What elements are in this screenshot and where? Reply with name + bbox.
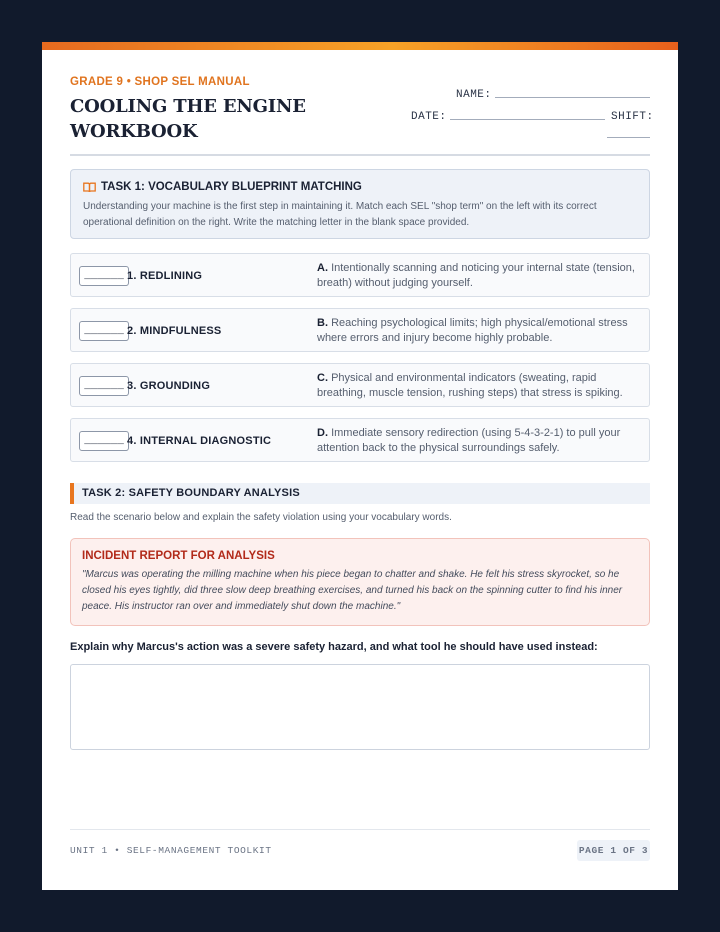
task2-description: Read the scenario below and explain the safety violation using your vocabulary words.: [70, 512, 452, 523]
definition-d: [317, 426, 641, 455]
task1-title: TASK 1: VOCABULARY BLUEPRINT MATCHING: [101, 181, 362, 193]
definition-letter: B.: [317, 317, 328, 329]
task1-heading: [83, 181, 362, 193]
accent-bar: [42, 42, 678, 50]
shift-label: SHIFT:: [611, 111, 654, 123]
definition-text: Immediate sensory redirection (using 5-4-3-2-1) to pull your attention back to the physical surroundings safely.: [317, 427, 621, 454]
page-number-badge: PAGE 1 OF 3: [577, 840, 650, 861]
footer-divider: [70, 829, 650, 830]
name-label: NAME:: [456, 89, 492, 101]
definition-text: Intentionally scanning and noticing your internal state (tension, breath) without judging yourself.: [317, 262, 635, 289]
term-3: 3. GROUNDING: [127, 380, 211, 392]
answer-blank-2[interactable]: ______: [79, 321, 129, 341]
match-row-4: [70, 418, 650, 462]
date-label: DATE:: [411, 111, 447, 123]
definition-letter: C.: [317, 372, 328, 384]
definition-letter: A.: [317, 262, 328, 274]
definition-a: [317, 261, 641, 290]
task1-description: Understanding your machine is the first step in maintaining it. Match each SEL "shop term" on the left with its correct operational definition on the right. Write the matching letter in the blank space provided.: [83, 201, 597, 228]
answer-blank-1[interactable]: ______: [79, 266, 129, 286]
definition-text: Reaching psychological limits; high physical/emotional stress where errors and injury become highly probable.: [317, 317, 628, 344]
header-divider: [70, 154, 650, 156]
definition-b: [317, 316, 641, 345]
worksheet-page: [42, 42, 678, 890]
kicker-label: GRADE 9 • SHOP SEL MANUAL: [70, 76, 250, 88]
match-row-3: [70, 363, 650, 407]
incident-title: INCIDENT REPORT FOR ANALYSIS: [82, 550, 275, 562]
definition-letter: D.: [317, 427, 328, 439]
definition-c: [317, 371, 641, 400]
answer-blank-3[interactable]: ______: [79, 376, 129, 396]
answer-textbox[interactable]: [70, 664, 650, 750]
task2-title: TASK 2: SAFETY BOUNDARY ANALYSIS: [82, 487, 300, 499]
task1-panel: [70, 169, 650, 239]
answer-blank-4[interactable]: ______: [79, 431, 129, 451]
incident-report: [70, 538, 650, 626]
name-field[interactable]: [495, 97, 650, 98]
question-prompt: Explain why Marcus's action was a severe safety hazard, and what tool he should have used instead:: [70, 641, 598, 653]
definition-text: Physical and environmental indicators (sweating, rapid breathing, muscle tension, rushing steps) that stress is spiking.: [317, 372, 623, 399]
footer-unit-label: UNIT 1 • SELF-MANAGEMENT TOOLKIT: [70, 845, 272, 856]
date-field[interactable]: [450, 119, 605, 120]
term-2: 2. MINDFULNESS: [127, 325, 222, 337]
page-title: COOLING THE ENGINE WORKBOOK: [70, 96, 306, 142]
term-1: 1. REDLINING: [127, 270, 203, 282]
task2-heading: [70, 483, 650, 504]
match-row-1: [70, 253, 650, 297]
term-4: 4. INTERNAL DIAGNOSTIC: [127, 435, 272, 447]
incident-body: "Marcus was operating the milling machine when his piece began to chatter and shake. He felt his stress skyrocket, so he closed his eyes tightly, did three slow deep breathing exercises, and turned his back on the spinning cutter to find his inner peace. His instructor ran over and immediately shut down the machine.": [82, 569, 623, 612]
match-row-2: [70, 308, 650, 352]
book-icon: [83, 182, 96, 193]
shift-field[interactable]: [607, 137, 650, 138]
